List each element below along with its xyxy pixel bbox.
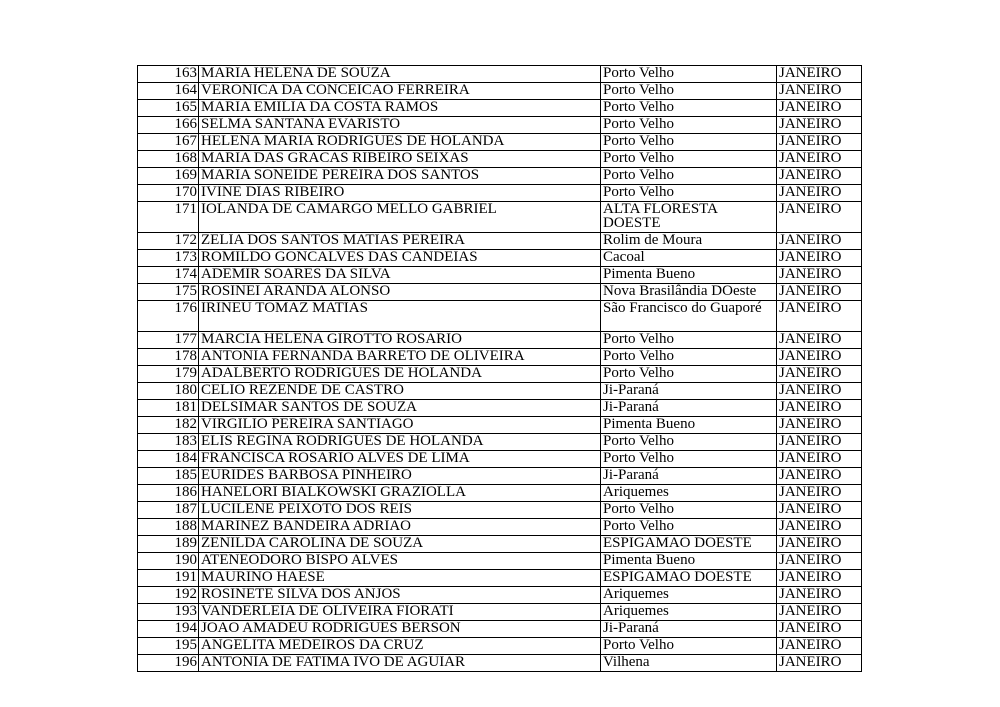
month-cell: JANEIRO <box>777 468 862 485</box>
month-cell: JANEIRO <box>777 250 862 267</box>
table-row <box>138 168 862 185</box>
city-cell: Porto Velho <box>601 502 777 519</box>
month-cell: JANEIRO <box>777 570 862 587</box>
person-name-cell: MARCIA HELENA GIROTTO ROSARIO <box>199 332 601 349</box>
person-name-cell: MARINEZ BANDEIRA ADRIAO <box>199 519 601 536</box>
roster-table <box>137 65 862 672</box>
city-cell: Nova Brasilândia DOeste <box>601 284 777 301</box>
city-cell: Porto Velho <box>601 134 777 151</box>
city-cell: Ji-Paraná <box>601 468 777 485</box>
table-row <box>138 485 862 502</box>
row-number-cell: 182 <box>138 417 199 434</box>
city-cell: ESPIGAMAO DOESTE <box>601 536 777 553</box>
table-row <box>138 468 862 485</box>
person-name-cell: MARIA SONEIDE PEREIRA DOS SANTOS <box>199 168 601 185</box>
row-number-cell: 163 <box>138 66 199 83</box>
month-cell: JANEIRO <box>777 134 862 151</box>
roster-body <box>138 66 862 672</box>
table-row <box>138 502 862 519</box>
row-number-cell: 192 <box>138 587 199 604</box>
month-cell: JANEIRO <box>777 485 862 502</box>
row-number-cell: 191 <box>138 570 199 587</box>
city-cell: Porto Velho <box>601 66 777 83</box>
person-name-cell: MAURINO HAESE <box>199 570 601 587</box>
month-cell: JANEIRO <box>777 383 862 400</box>
month-cell: JANEIRO <box>777 301 862 332</box>
person-name-cell: ROMILDO GONCALVES DAS CANDEIAS <box>199 250 601 267</box>
month-cell: JANEIRO <box>777 267 862 284</box>
city-cell: Porto Velho <box>601 185 777 202</box>
month-cell: JANEIRO <box>777 83 862 100</box>
person-name-cell: EURIDES BARBOSA PINHEIRO <box>199 468 601 485</box>
table-row <box>138 519 862 536</box>
city-cell: Pimenta Bueno <box>601 267 777 284</box>
row-number-cell: 180 <box>138 383 199 400</box>
month-cell: JANEIRO <box>777 151 862 168</box>
city-cell: ESPIGAMAO DOESTE <box>601 570 777 587</box>
person-name-cell: ELIS REGINA RODRIGUES DE HOLANDA <box>199 434 601 451</box>
table-row <box>138 400 862 417</box>
person-name-cell: HELENA MARIA RODRIGUES DE HOLANDA <box>199 134 601 151</box>
row-number-cell: 179 <box>138 366 199 383</box>
city-cell: Porto Velho <box>601 434 777 451</box>
table-row <box>138 366 862 383</box>
person-name-cell: HANELORI BIALKOWSKI GRAZIOLLA <box>199 485 601 502</box>
city-cell: Porto Velho <box>601 349 777 366</box>
month-cell: JANEIRO <box>777 366 862 383</box>
row-number-cell: 173 <box>138 250 199 267</box>
table-row <box>138 604 862 621</box>
person-name-cell: IRINEU TOMAZ MATIAS <box>199 301 601 332</box>
row-number-cell: 172 <box>138 233 199 250</box>
city-cell: Porto Velho <box>601 332 777 349</box>
table-row <box>138 451 862 468</box>
month-cell: JANEIRO <box>777 100 862 117</box>
person-name-cell: SELMA SANTANA EVARISTO <box>199 117 601 134</box>
row-number-cell: 167 <box>138 134 199 151</box>
row-number-cell: 194 <box>138 621 199 638</box>
table-row <box>138 83 862 100</box>
table-row <box>138 553 862 570</box>
person-name-cell: ANTONIA FERNANDA BARRETO DE OLIVEIRA <box>199 349 601 366</box>
person-name-cell: IVINE DIAS RIBEIRO <box>199 185 601 202</box>
city-cell: Porto Velho <box>601 117 777 134</box>
table-row <box>138 655 862 672</box>
row-number-cell: 174 <box>138 267 199 284</box>
month-cell: JANEIRO <box>777 604 862 621</box>
city-cell: Porto Velho <box>601 151 777 168</box>
month-cell: JANEIRO <box>777 168 862 185</box>
table-row <box>138 202 862 233</box>
city-cell: Porto Velho <box>601 519 777 536</box>
city-cell: São Francisco do Guaporé <box>601 301 777 332</box>
person-name-cell: ANGELITA MEDEIROS DA CRUZ <box>199 638 601 655</box>
table-row <box>138 284 862 301</box>
table-row <box>138 233 862 250</box>
person-name-cell: ZENILDA CAROLINA DE SOUZA <box>199 536 601 553</box>
month-cell: JANEIRO <box>777 655 862 672</box>
city-cell: Ji-Paraná <box>601 400 777 417</box>
city-cell: Porto Velho <box>601 168 777 185</box>
row-number-cell: 190 <box>138 553 199 570</box>
person-name-cell: ZELIA DOS SANTOS MATIAS PEREIRA <box>199 233 601 250</box>
person-name-cell: VIRGILIO PEREIRA SANTIAGO <box>199 417 601 434</box>
row-number-cell: 189 <box>138 536 199 553</box>
city-cell: Porto Velho <box>601 83 777 100</box>
table-row <box>138 301 862 332</box>
city-cell: Porto Velho <box>601 638 777 655</box>
month-cell: JANEIRO <box>777 519 862 536</box>
city-cell: Ariquemes <box>601 587 777 604</box>
table-row <box>138 587 862 604</box>
city-cell: Pimenta Bueno <box>601 417 777 434</box>
row-number-cell: 164 <box>138 83 199 100</box>
person-name-cell: ATENEODORO BISPO ALVES <box>199 553 601 570</box>
month-cell: JANEIRO <box>777 621 862 638</box>
person-name-cell: FRANCISCA ROSARIO ALVES DE LIMA <box>199 451 601 468</box>
city-cell: Pimenta Bueno <box>601 553 777 570</box>
month-cell: JANEIRO <box>777 202 862 233</box>
table-row <box>138 100 862 117</box>
city-cell: Ariquemes <box>601 485 777 502</box>
row-number-cell: 185 <box>138 468 199 485</box>
row-number-cell: 196 <box>138 655 199 672</box>
person-name-cell: ROSINETE SILVA DOS ANJOS <box>199 587 601 604</box>
month-cell: JANEIRO <box>777 587 862 604</box>
person-name-cell: MARIA EMILIA DA COSTA RAMOS <box>199 100 601 117</box>
row-number-cell: 175 <box>138 284 199 301</box>
row-number-cell: 187 <box>138 502 199 519</box>
month-cell: JANEIRO <box>777 417 862 434</box>
month-cell: JANEIRO <box>777 434 862 451</box>
table-row <box>138 570 862 587</box>
month-cell: JANEIRO <box>777 233 862 250</box>
city-cell: Ji-Paraná <box>601 621 777 638</box>
month-cell: JANEIRO <box>777 553 862 570</box>
city-cell: ALTA FLORESTA DOESTE <box>601 202 777 233</box>
table-row <box>138 349 862 366</box>
person-name-cell: CELIO REZENDE DE CASTRO <box>199 383 601 400</box>
month-cell: JANEIRO <box>777 400 862 417</box>
person-name-cell: VANDERLEIA DE OLIVEIRA FIORATI <box>199 604 601 621</box>
table-row <box>138 66 862 83</box>
month-cell: JANEIRO <box>777 451 862 468</box>
person-name-cell: MARIA HELENA DE SOUZA <box>199 66 601 83</box>
city-cell: Cacoal <box>601 250 777 267</box>
city-cell: Ji-Paraná <box>601 383 777 400</box>
row-number-cell: 181 <box>138 400 199 417</box>
city-cell: Rolim de Moura <box>601 233 777 250</box>
month-cell: JANEIRO <box>777 66 862 83</box>
table-row <box>138 250 862 267</box>
city-cell: Vilhena <box>601 655 777 672</box>
row-number-cell: 168 <box>138 151 199 168</box>
table-row <box>138 267 862 284</box>
table-row <box>138 134 862 151</box>
table-row <box>138 434 862 451</box>
row-number-cell: 169 <box>138 168 199 185</box>
row-number-cell: 195 <box>138 638 199 655</box>
table-row <box>138 151 862 168</box>
table-row <box>138 621 862 638</box>
row-number-cell: 184 <box>138 451 199 468</box>
month-cell: JANEIRO <box>777 502 862 519</box>
table-row <box>138 332 862 349</box>
row-number-cell: 176 <box>138 301 199 332</box>
row-number-cell: 177 <box>138 332 199 349</box>
person-name-cell: JOAO AMADEU RODRIGUES BERSON <box>199 621 601 638</box>
month-cell: JANEIRO <box>777 332 862 349</box>
city-cell: Porto Velho <box>601 451 777 468</box>
row-number-cell: 171 <box>138 202 199 233</box>
row-number-cell: 183 <box>138 434 199 451</box>
row-number-cell: 193 <box>138 604 199 621</box>
table-row <box>138 536 862 553</box>
row-number-cell: 178 <box>138 349 199 366</box>
person-name-cell: DELSIMAR SANTOS DE SOUZA <box>199 400 601 417</box>
row-number-cell: 186 <box>138 485 199 502</box>
row-number-cell: 170 <box>138 185 199 202</box>
person-name-cell: ANTONIA DE FATIMA IVO DE AGUIAR <box>199 655 601 672</box>
table-row <box>138 417 862 434</box>
person-name-cell: LUCILENE PEIXOTO DOS REIS <box>199 502 601 519</box>
city-cell: Ariquemes <box>601 604 777 621</box>
month-cell: JANEIRO <box>777 117 862 134</box>
person-name-cell: ROSINEI ARANDA ALONSO <box>199 284 601 301</box>
table-row <box>138 185 862 202</box>
month-cell: JANEIRO <box>777 185 862 202</box>
month-cell: JANEIRO <box>777 349 862 366</box>
table-row <box>138 638 862 655</box>
month-cell: JANEIRO <box>777 536 862 553</box>
person-name-cell: VERONICA DA CONCEICAO FERREIRA <box>199 83 601 100</box>
table-row <box>138 117 862 134</box>
city-cell: Porto Velho <box>601 366 777 383</box>
row-number-cell: 165 <box>138 100 199 117</box>
person-name-cell: ADEMIR SOARES DA SILVA <box>199 267 601 284</box>
row-number-cell: 166 <box>138 117 199 134</box>
person-name-cell: MARIA DAS GRACAS RIBEIRO SEIXAS <box>199 151 601 168</box>
table-row <box>138 383 862 400</box>
person-name-cell: ADALBERTO RODRIGUES DE HOLANDA <box>199 366 601 383</box>
city-cell: Porto Velho <box>601 100 777 117</box>
person-name-cell: IOLANDA DE CAMARGO MELLO GABRIEL <box>199 202 601 233</box>
month-cell: JANEIRO <box>777 284 862 301</box>
row-number-cell: 188 <box>138 519 199 536</box>
month-cell: JANEIRO <box>777 638 862 655</box>
